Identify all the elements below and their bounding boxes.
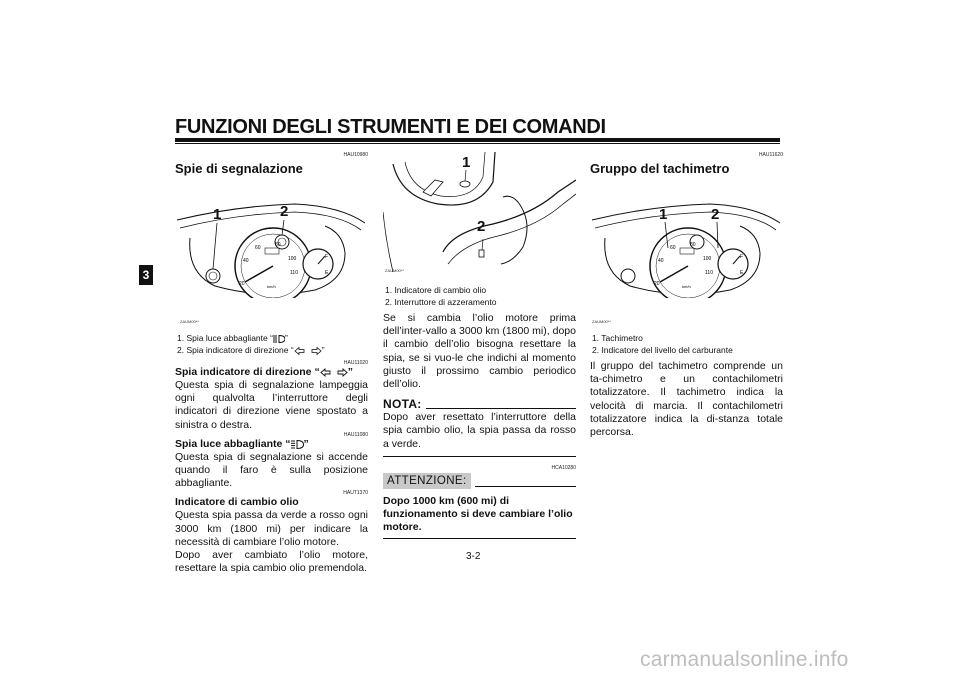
tick-100: 100	[288, 256, 297, 262]
page-title: FUNZIONI DEGLI STRUMENTI E DEI COMANDI	[175, 116, 606, 138]
oil-reset-paragraph: Se si cambia l’olio motore prima dell’inter-vallo a 3000 km (1800 mi), dopo il cambio dell’olio bisogna resettare la spia, se si vuo-le che indichi al momento giusto il prossimo cambio periodico dell’olio.	[383, 312, 576, 391]
title-rule-thin	[175, 143, 780, 144]
section-heading: Spie di segnalazione	[175, 161, 303, 176]
figure-code: ZAUM00**	[180, 319, 199, 324]
tick-40: 40	[658, 258, 664, 264]
section-code: HAU11020	[343, 360, 368, 366]
chapter-tab: 3	[139, 265, 153, 285]
unit-label: km/h	[682, 284, 691, 289]
callout-1: 1	[659, 206, 668, 223]
high-beam-heading	[175, 438, 368, 451]
tick-20: 20	[239, 281, 245, 287]
column-1	[175, 152, 368, 575]
caption-1-text: 1. Spia luce abbagliante “	[177, 333, 273, 343]
attention-end-rule	[383, 538, 576, 539]
caption-1	[175, 332, 368, 344]
turn-signal-icon	[320, 368, 348, 377]
callout-1: 1	[462, 154, 471, 171]
dashboard-illustration	[175, 178, 368, 298]
nota-end-rule	[383, 456, 576, 457]
turn-signal-heading	[175, 366, 368, 379]
tick-110: 110	[705, 270, 713, 276]
high-beam-text: Questa spia di segnalazione si accende quando il faro è sulla posizione abbagliante.	[175, 450, 368, 490]
caption-1: 1. Tachimetro	[592, 333, 643, 343]
tick-100: 100	[703, 256, 712, 262]
page-number: 3-2	[466, 551, 481, 562]
attention-header	[383, 473, 576, 489]
title-rule	[175, 138, 780, 142]
speedometer-text: Il gruppo del tachimetro comprende un ta-chimetro e un contachilometri totalizzatore. Il tachimetro indica la velocità di marcia. Il contachilometri totalizzatore indica la di-stanza totale percorsa.	[590, 360, 783, 439]
turn-signal-heading-close: ”	[347, 366, 353, 378]
caption-1: 1. Indicatore di cambio olio	[385, 285, 487, 295]
dashboard-figure-1	[175, 178, 368, 324]
tick-110: 110	[290, 270, 298, 276]
caption-2-close: ”	[321, 345, 325, 355]
figure-caption	[590, 332, 783, 356]
unit-label: km/h	[267, 284, 276, 289]
section-code: HAU10980	[343, 152, 368, 158]
tick-60: 60	[670, 245, 676, 251]
section-code: HAUT1370	[343, 490, 368, 497]
oil-indicator-illustration	[383, 152, 576, 280]
fuel-empty: E	[325, 270, 329, 276]
oil-reset-text: Dopo aver cambiato l’olio motore, resettare la spia cambio olio premendola.	[175, 549, 368, 575]
caption-2: 2. Indicatore del livello del carburante	[592, 345, 733, 355]
fuel-full: F	[740, 254, 744, 260]
high-beam-heading-text: Spia luce abbagliante “	[175, 437, 291, 450]
section-heading: Gruppo del tachimetro	[590, 161, 730, 176]
high-beam-icon	[291, 440, 304, 449]
oil-indicator-figure	[383, 152, 576, 280]
callout-2: 2	[711, 206, 720, 223]
high-beam-icon	[273, 335, 285, 343]
column-3	[590, 152, 783, 439]
high-beam-heading-close: ”	[303, 437, 309, 450]
caption-1-close: ”	[284, 333, 288, 343]
tick-60: 60	[255, 245, 261, 251]
tick-20: 20	[654, 281, 660, 287]
tick-40: 40	[243, 258, 249, 264]
attention-text: Dopo 1000 km (600 mi) di funzionamento si deve cambiare l’olio motore.	[383, 494, 573, 533]
attention-rule	[475, 486, 576, 487]
attention-label: ATTENZIONE:	[383, 473, 471, 489]
fuel-empty: E	[740, 270, 744, 276]
figure-code: ZAUM00**	[592, 319, 611, 324]
section-code: HAU11080	[343, 431, 368, 438]
tick-80: 80	[690, 242, 696, 248]
fuel-full: F	[325, 254, 329, 260]
turn-signal-icon	[294, 347, 322, 355]
caption-2-text: 2. Spia indicatore di direzione “	[177, 345, 294, 355]
figure-caption	[175, 332, 368, 356]
oil-change-text: Questa spia passa da verde a rosso ogni 3000 km (1800 mi) per indicare la necessità di cambiare l’olio motore.	[175, 509, 368, 548]
watermark: carmanualsonline.info	[640, 648, 849, 671]
callout-1: 1	[213, 206, 222, 223]
column-2	[383, 152, 576, 539]
nota-header	[383, 397, 576, 411]
callout-2: 2	[280, 203, 289, 220]
figure-caption	[383, 284, 576, 308]
speedometer-illustration	[590, 178, 783, 298]
nota-label: NOTA:	[383, 397, 422, 412]
caption-2: 2. Interruttore di azzeramento	[385, 297, 497, 307]
oil-change-heading: Indicatore di cambio olio	[175, 496, 299, 509]
callout-2: 2	[477, 218, 486, 235]
caption-2	[175, 344, 368, 356]
turn-signal-text: Questa spia di segnalazione lampeggia ogni qualvolta l’interruttore degli indicatori di direzione viene spostato a sinistra o destra.	[175, 379, 368, 431]
nota-rule	[426, 408, 576, 409]
turn-signal-heading-text: Spia indicatore di direzione “	[175, 366, 320, 378]
figure-code: ZAUM00**	[385, 268, 404, 273]
tick-80: 80	[275, 242, 281, 248]
dashboard-figure-2	[590, 178, 783, 324]
section-code: HAU11620	[758, 152, 783, 158]
section-code: HCA10280	[551, 464, 576, 471]
nota-text: Dopo aver resettato l’interruttore della spia cambio olio, la spia passa da rosso a verde.	[383, 411, 576, 450]
